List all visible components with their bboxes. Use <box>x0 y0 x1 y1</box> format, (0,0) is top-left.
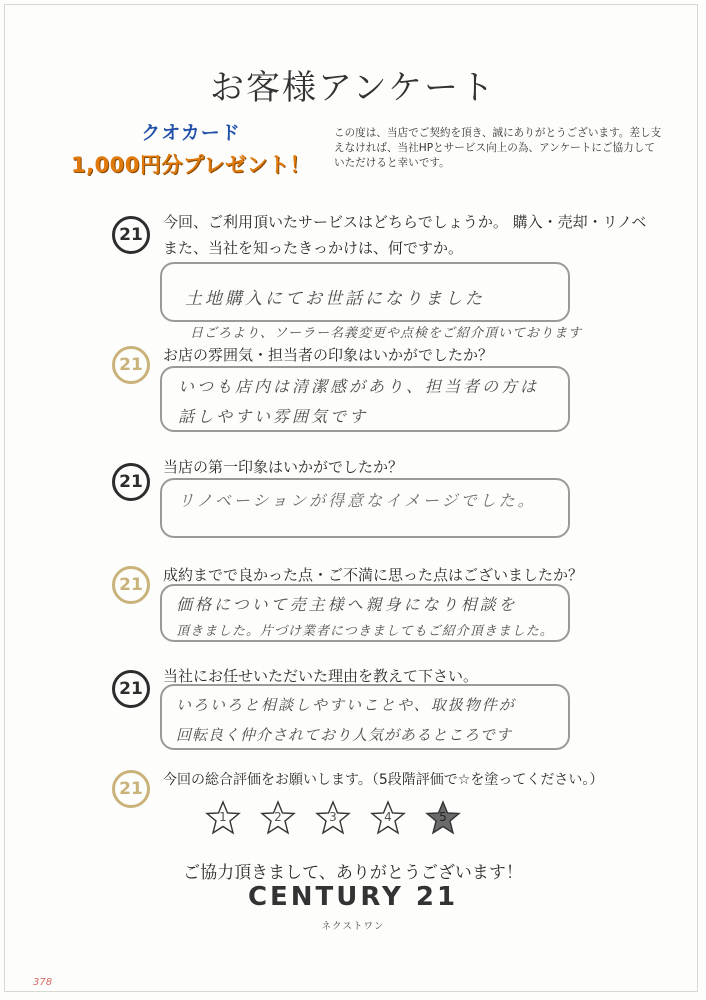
intro-text: この度は、当店でご契約を頂き、誠にありがとうございます。差し支えなければ、当社HPとサービス向上の為、アンケートにご協力していただけると幸いです。 <box>334 127 662 169</box>
answer-1-line-2: 日ごろより、ソーラー名義変更や点検をご紹介頂いております <box>190 326 583 341</box>
question-5: 当社にお任せいただいた理由を教えて下さい。 <box>163 667 479 685</box>
c21-badge-q2: 21 <box>112 346 150 384</box>
star-5-label: 5 <box>439 810 447 824</box>
answer-4-line-2: 頂きました。片づけ業者につきましてもご紹介頂きました。 <box>176 624 554 639</box>
c21-badge-q1: 21 <box>112 216 150 254</box>
question-4: 成約までで良かった点・ご不満に思った点はございましたか？ <box>163 566 584 584</box>
question-1-line-2: また、当社を知ったきっかけは、何ですか。 <box>163 239 464 257</box>
answer-2-line-1: いつも店内は清潔感があり、担当者の方は <box>178 377 540 396</box>
c21-badge-q4: 21 <box>112 566 150 604</box>
answer-4-line-1: 価格について売主様へ親身になり相談を <box>176 595 518 614</box>
rating-stars <box>205 800 461 836</box>
question-6: 今回の総合評価をお願いします。（5段階評価で☆を塗ってください。） <box>163 772 604 788</box>
star-2[interactable] <box>260 800 296 836</box>
question-1-line-1: 今回、ご利用頂いたサービスはどちらでしょうか。 購入・売却・リノベ <box>163 213 647 231</box>
answer-5-line-1: いろいろと相談しやすいことや、取扱物件が <box>176 696 516 714</box>
century21-logo: CENTURY 21 <box>247 882 459 912</box>
answer-3-line-1: リノベーションが得意なイメージでした。 <box>178 491 537 510</box>
promo-line-1: クオカード <box>141 122 241 144</box>
star-4-label: 4 <box>384 810 392 824</box>
answer-2-line-2: 話しやすい雰囲気です <box>178 407 369 426</box>
c21-badge-q6: 21 <box>112 770 150 808</box>
star-1[interactable] <box>205 800 241 836</box>
answer-1-line-1: 土地購入にてお世話になりました <box>185 289 485 309</box>
answer-5-line-2: 回転良く仲介されており人気があるところです <box>176 726 512 744</box>
page-number: 378 <box>33 977 53 988</box>
star-3-label: 3 <box>329 810 337 824</box>
promo-banner <box>56 118 326 179</box>
company-name: ネクストワン <box>321 921 385 932</box>
page-title: お客様アンケート <box>210 68 496 108</box>
promo-line-2: 1,000円分プレゼント！ <box>70 153 312 177</box>
star-2-label: 2 <box>274 810 282 824</box>
question-2: お店の雰囲気・担当者の印象はいかがでしたか？ <box>163 346 494 364</box>
star-5[interactable] <box>425 800 461 836</box>
c21-badge-q3: 21 <box>112 463 150 501</box>
question-3: 当店の第一印象はいかがでしたか？ <box>163 458 404 476</box>
star-4[interactable] <box>370 800 406 836</box>
star-3[interactable] <box>315 800 351 836</box>
thanks-message: ご協力頂きまして、ありがとうございます！ <box>183 863 523 883</box>
c21-badge-q5: 21 <box>112 670 150 708</box>
star-1-label: 1 <box>219 810 227 824</box>
